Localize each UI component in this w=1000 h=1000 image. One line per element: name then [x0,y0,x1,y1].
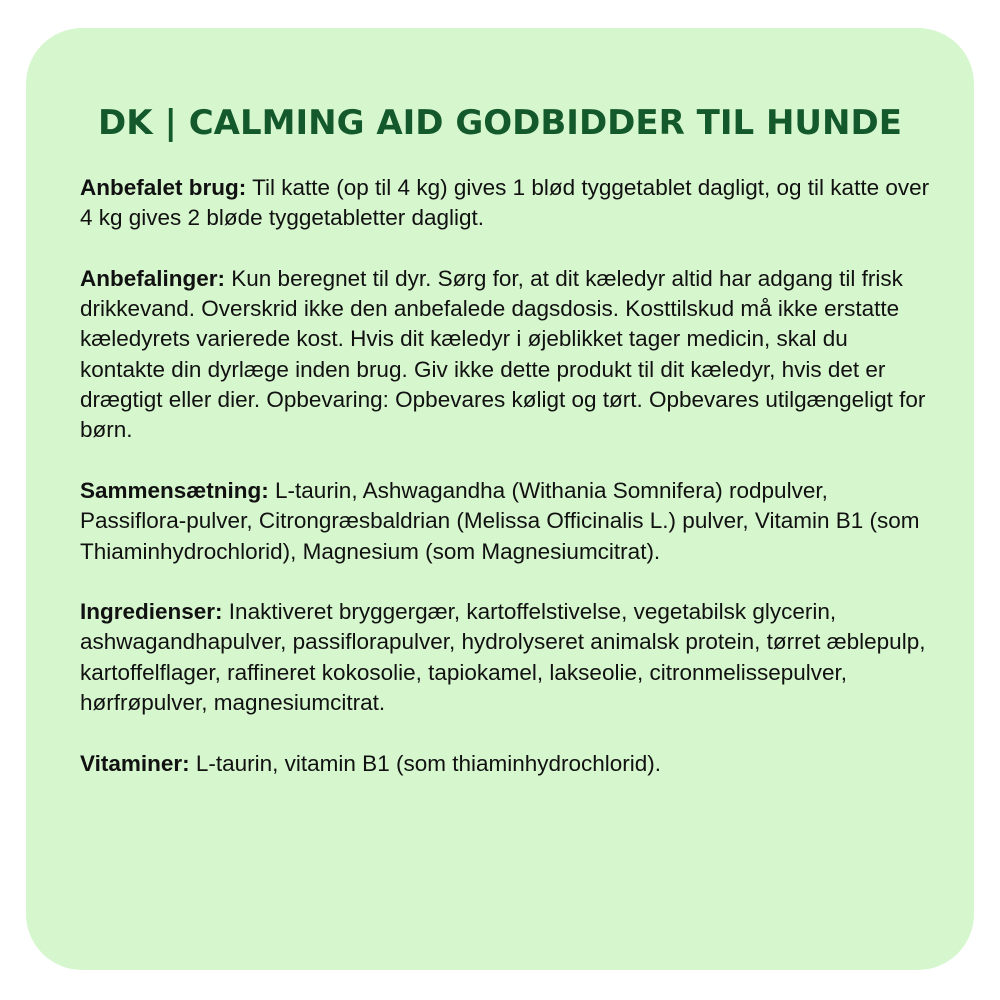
section-text: Kun beregnet til dyr. Sørg for, at dit kæledyr altid har adgang til frisk drikkevand. Overskrid ikke den anbefalede dagsdosis. Kosttilskud må ikke erstatte kæledyrets varierede kost. Hvis dit kæledyr i øjeblikket tager medicin, skal du kontakte din dyrlæge inden brug. Giv ikke dette produkt til dit kæledyr, hvis det er drægtigt eller dier. Opbevaring: Opbevares køligt og tørt. Opbevares utilgængeligt for børn. [80,265,926,443]
section-anbefalet-brug [80,173,930,234]
section-ingredienser [80,597,930,718]
section-label: Ingredienser: [80,599,223,625]
section-label: Vitaminer: [80,750,190,776]
section-text: L-taurin, vitamin B1 (som thiaminhydrochlorid). [189,750,662,776]
content-body [80,173,930,779]
section-label: Sammensætning: [80,477,269,503]
section-text: Til katte (op til 4 kg) gives 1 blød tyggetablet dagligt, og til katte over 4 kg gives 2 bløde tyggetabletter dagligt. [80,175,930,231]
section-text: L-taurin, Ashwagandha (Withania Somnifera) rodpulver, Passiflora-pulver, Citrongræsbaldrian (Melissa Officinalis L.) pulver, Vitamin B1 (som Thiaminhydrochlorid), Magnesium (som Magnesiumcitrat). [80,477,920,564]
section-sammensaetning [80,476,930,567]
section-text: Inaktiveret bryggergær, kartoffelstivelse, vegetabilsk glycerin, ashwagandhapulver, passiflorapulver, hydrolyseret animalsk protein, tørret æblepulp, kartoffelflager, raffineret kokosolie, tapiokamel, lakseolie, citronmelissepulver, hørfrøpulver, magnesiumcitrat. [80,599,926,716]
page-title: DK | CALMING AID GODBIDDER TIL HUNDE [98,103,902,143]
section-vitaminer [80,749,930,779]
section-anbefalinger [80,264,930,446]
section-label: Anbefalinger: [80,265,226,291]
section-label: Anbefalet brug: [80,175,247,200]
